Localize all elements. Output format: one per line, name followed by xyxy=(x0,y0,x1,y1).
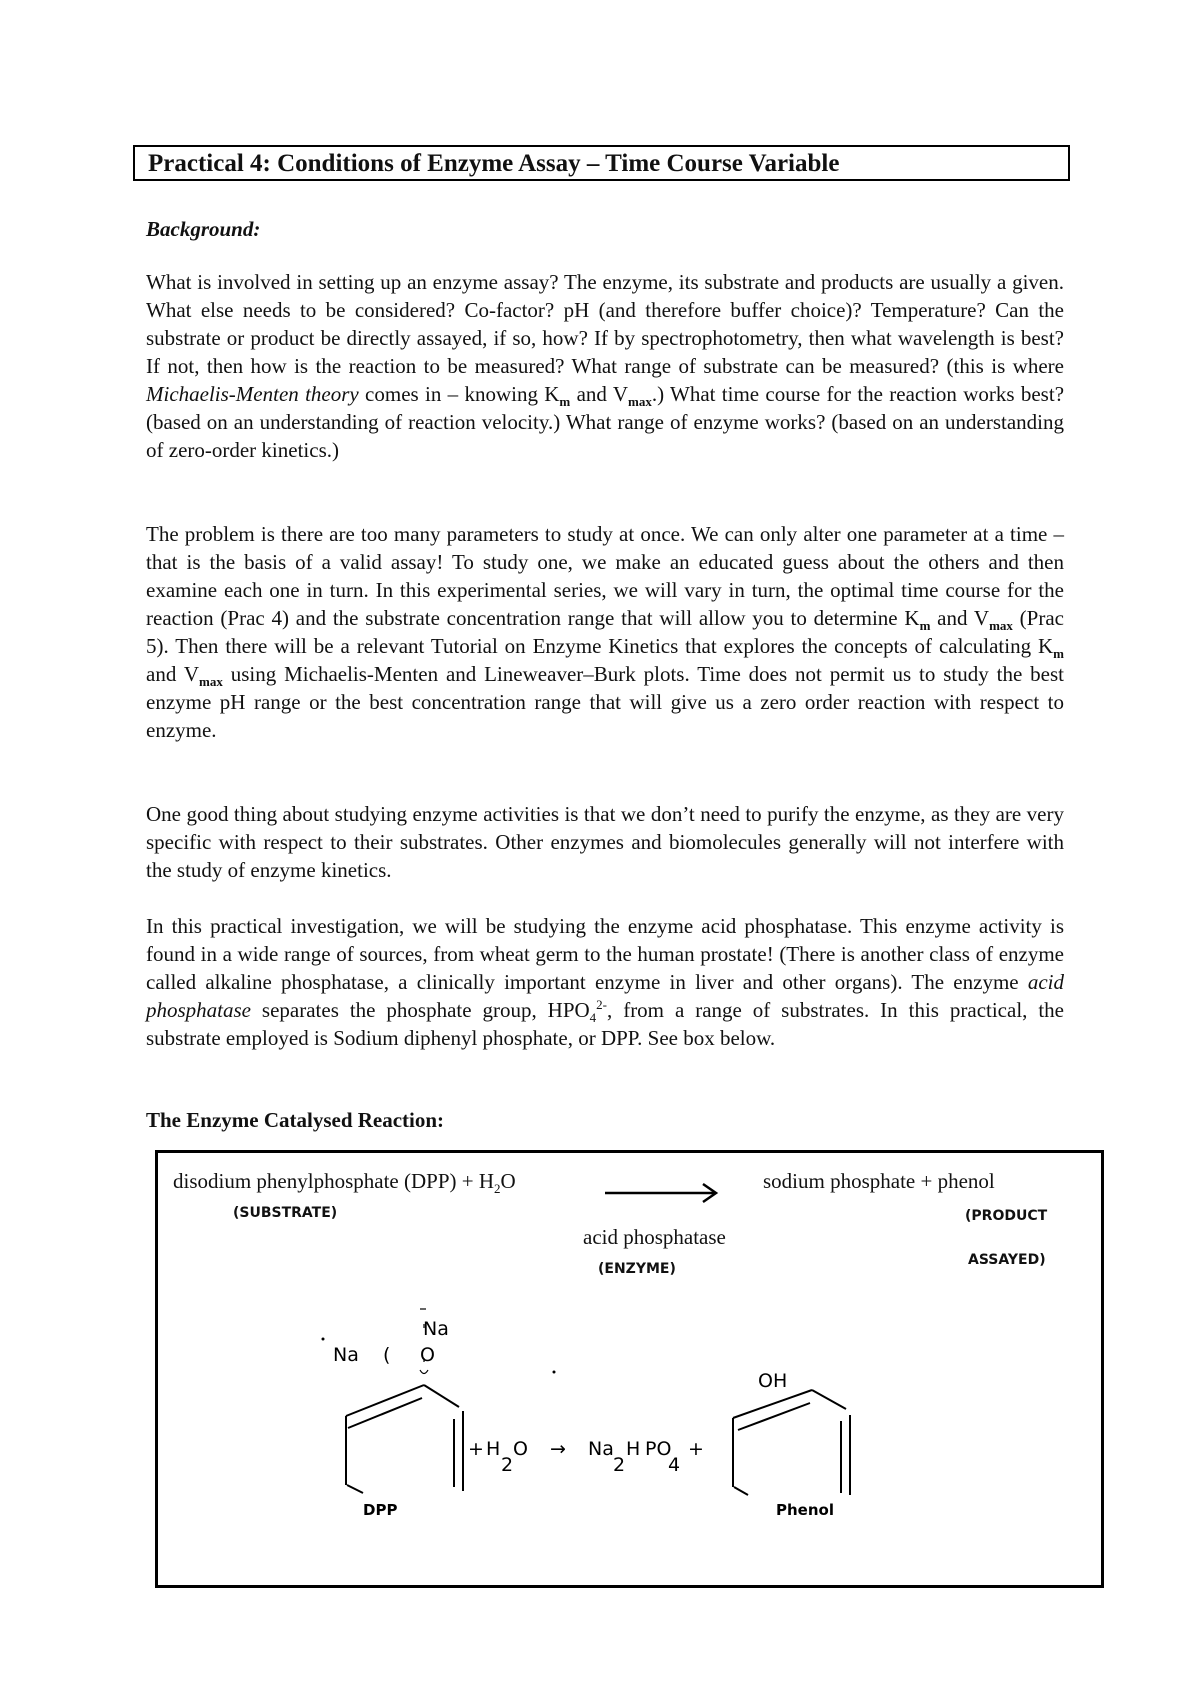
o-label: O xyxy=(420,1344,435,1366)
diagram-arc xyxy=(420,1370,428,1374)
dpp-ring-icon xyxy=(346,1385,463,1493)
paragraph-3: One good thing about studying enzyme activities is that we don’t need to purify the enzyme, as they are very specific with respect to their substrates. Other enzymes and biomolecules generally will not interfere with the study of enzyme kinetics. xyxy=(146,802,1064,882)
product-equation: sodium phosphate + phenol xyxy=(763,1169,995,1193)
paragraph-1: What is involved in setting up an enzyme assay? The enzyme, its substrate and products are usually a given. What else needs to be considered? Co-factor? pH (and therefore buffer choice)? Temperature? Can the substrate or product be directly assayed, if so, how? If by spectrophotometry, then what wavelength is best? If not, then how is the reaction to be measured? What range of substrate can be measured? (this is where Michaelis-Menten theory comes in – knowing $K_m$ and $V_{max}$.) What time course for the reaction works best? (based on an understanding of reaction velocity.) What range of enzyme works? (based on an understanding of zero-order kinetics.) xyxy=(146,270,1065,462)
na-top-label: Na xyxy=(423,1318,449,1340)
product-tag-line-1: (PRODUCT xyxy=(965,1208,1048,1224)
paragraph-4: In this practical investigation, we will be studying the enzyme acid phosphatase. This enzyme activity is found in a wide range of sources, from wheat germ to the human prostate! (There is another class of enzyme called alkaline phosphatase, a clinically important enzyme in liver and other organs). The enzyme acid phosphatase separates the phosphate group, $HPO_4^{2-}$, from a range of substrates. In this practical, the substrate employed is Sodium diphenyl phosphate, or DPP. See box below. xyxy=(146,914,1064,1050)
diagram-dot xyxy=(553,1371,556,1374)
reaction-box xyxy=(155,1150,1104,1588)
water-o-label: O xyxy=(513,1438,528,1460)
po-label: PO xyxy=(645,1438,672,1460)
enzyme-name: acid phosphatase xyxy=(583,1225,726,1249)
h-label: H xyxy=(486,1438,501,1460)
phenol-ring-icon xyxy=(733,1390,850,1495)
paragraph-2: The problem is there are too many parameters to study at once. We can only alter one parameter at a time – that is the basis of a valid assay! To study one, we make an educated guess about the others and then examine each one in turn. In this experimental series, we will vary in turn, the optimal time course for the reaction (Prac 4) and the substrate concentration range that will allow you to determine $K_m$ and $V_{max}$ (Prac 5). Then there will be a relevant Tutorial on Enzyme Kinetics that explores the concepts of calculating $K_m$ and $V_{max}$ using Michaelis-Menten and Lineweaver–Burk plots. Time does not permit us to study the best enzyme pH range or the best concentration range that will give us a zero order reaction with respect to enzyme. xyxy=(146,522,1064,742)
substrate-equation: disodium phenylphosphate $(DPP) + H_2O$ xyxy=(173,1169,516,1197)
na-label: Na xyxy=(588,1438,614,1460)
water-subscript: 2 xyxy=(501,1454,514,1476)
na-left-label: Na xyxy=(333,1344,359,1366)
page-title: Practical 4: Conditions of Enzyme Assay – Time Course Variable xyxy=(148,150,840,177)
background-heading: Background: xyxy=(146,217,261,241)
bracket-glyph: ( xyxy=(383,1344,391,1366)
substrate-tag: (SUBSTRATE) xyxy=(233,1205,338,1221)
reaction-arrow-glyph: → xyxy=(550,1438,566,1460)
acid-phosphatase-emphasis: acid phosphatase xyxy=(146,970,1064,1022)
diagram-dot xyxy=(322,1338,325,1341)
phosphate-h-label: H xyxy=(626,1438,641,1460)
phenol-label: Phenol xyxy=(776,1501,834,1519)
plus-sign-2: + xyxy=(688,1438,704,1460)
michaelis-menten-emphasis: Michaelis-Menten theory xyxy=(146,382,359,406)
po-subscript: 4 xyxy=(668,1454,681,1476)
na-subscript: 2 xyxy=(613,1454,626,1476)
reaction-heading: The Enzyme Catalysed Reaction: xyxy=(146,1108,445,1132)
reaction-structure-diagram xyxy=(158,1153,1101,1585)
oh-label: OH xyxy=(758,1370,788,1392)
title-box xyxy=(133,145,1070,181)
dpp-label: DPP xyxy=(363,1501,398,1519)
enzyme-tag: (ENZYME) xyxy=(598,1261,676,1277)
product-tag-line-2: ASSAYED) xyxy=(968,1252,1046,1268)
plus-sign-1: + xyxy=(468,1438,484,1460)
